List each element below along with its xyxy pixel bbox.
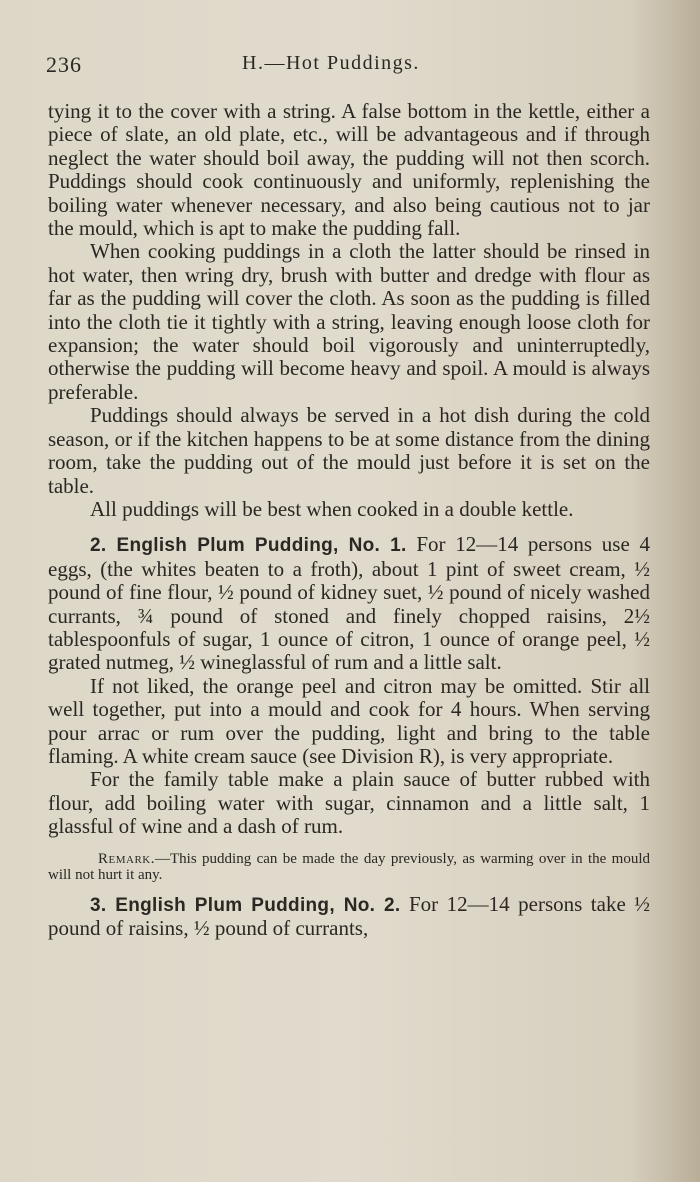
paragraph: tying it to the cover with a string. A false bottom in the kettle, either a piece of slate, an old plate, etc., will be advantageous and if through neglect the water should boil away, the pudding will not then scorch. Puddings should cook continuously and uniformly, replenishing the boiling water whenever necessary, and also being cautious not to jar the mould, which is apt to make the pudding fall. bbox=[48, 99, 650, 241]
recipe-2 bbox=[48, 533, 650, 674]
page-body bbox=[48, 100, 650, 940]
paragraph: Puddings should always be served in a hot dish during the cold season, or if the kitchen happens to be at some distance from the dining room, take the pudding out of the mould just before it is set on the table. bbox=[48, 403, 650, 498]
recipe-text: For 12—14 persons use 4 eggs, (the whites beaten to a froth), about 1 pint of sweet cream, ½ pound of fine flour, ½ pound of kidney suet, ½ pound of nicely washed currants, ¾ pound of stoned and finely chopped raisins, 2½ tablespoonfuls of sugar, 1 ounce of citron, 1 ounce of orange peel, ½ grated nutmeg, ½ wineglassful of rum and a little salt. bbox=[48, 532, 651, 675]
paragraph: If not liked, the orange peel and citron may be omitted. Stir all well together, put into a mould and cook for 4 hours. When serving pour arrac or rum over the pudding, light and bring to the table flaming. A white cream sauce (see Division R), is very appropriate. bbox=[48, 673, 650, 768]
paragraph: For the family table make a plain sauce of butter rubbed with flour, add boiling water with sugar, cinnamon and a little salt, 1 glassful of wine and a dash of rum. bbox=[48, 767, 650, 839]
page-header bbox=[46, 52, 646, 82]
recipe-title: 2. English Plum Pudding, No. 1. bbox=[90, 535, 407, 557]
recipe-text: For 12—14 persons take ½ pound of raisins, ½ pound of currants, bbox=[48, 891, 651, 940]
running-title: H.—Hot Puddings. bbox=[242, 52, 420, 74]
paragraph: All puddings will be best when cooked in a double kettle. bbox=[90, 496, 574, 521]
remark-text: —This pudding can be made the day previously, as warming over in the mould will not hurt it any. bbox=[48, 850, 650, 883]
page-number: 236 bbox=[46, 52, 82, 77]
remark-label: Remark. bbox=[98, 850, 155, 867]
recipe-3 bbox=[48, 893, 650, 941]
paragraph: When cooking puddings in a cloth the latter should be rinsed in hot water, then wring dry, brush with butter and dredge with flour as far as the pudding will cover the cloth. As soon as the pudding is filled into the cloth tie it tightly with a string, leaving enough loose cloth for expansion; the water should boil vigorously and uninterruptedly, otherwise the pudding will become heavy and spoil. A mould is always preferable. bbox=[48, 239, 650, 404]
recipe-title: 3. English Plum Pudding, No. 2. bbox=[90, 894, 401, 916]
remark-note bbox=[48, 851, 650, 883]
